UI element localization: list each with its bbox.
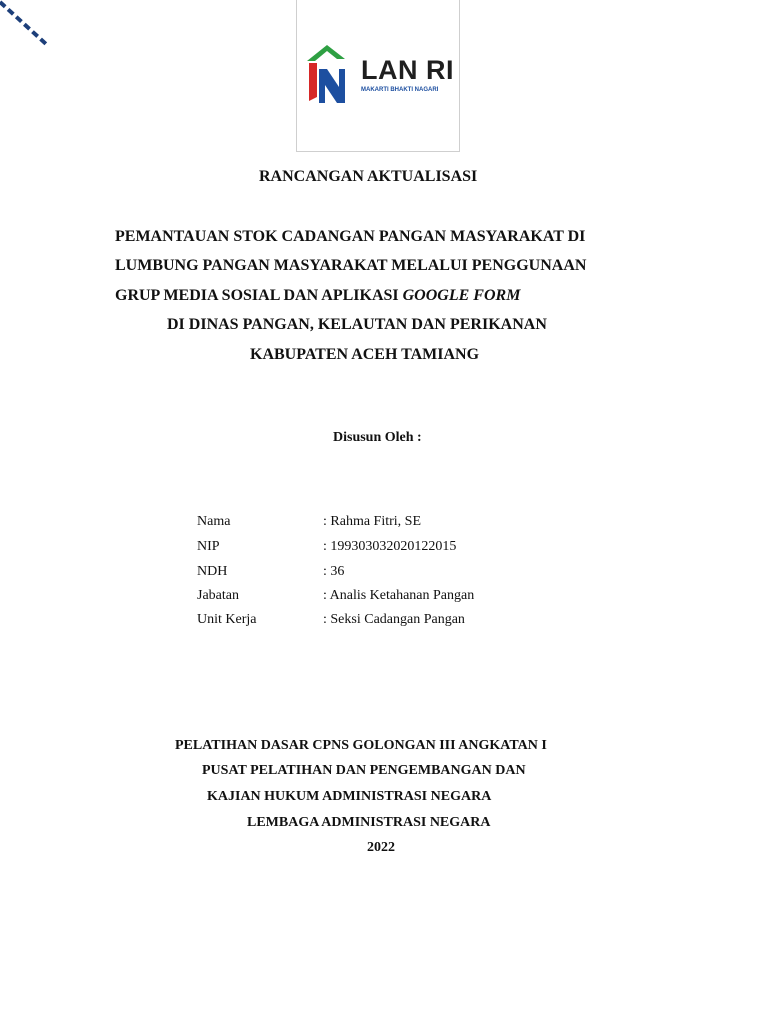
title-line-1: PEMANTAUAN STOK CADANGAN PANGAN MASYARAKAT DI: [115, 228, 586, 245]
authored-by-label: Disusun Oleh :: [333, 430, 422, 445]
corner-dash-mark: [0, 0, 60, 60]
document-heading: RANCANGAN AKTUALISASI: [259, 168, 478, 185]
info-label-nip: NIP: [197, 539, 220, 554]
title-line-5: KABUPATEN ACEH TAMIANG: [250, 346, 480, 363]
title-line-2: LUMBUNG PANGAN MASYARAKAT MELALUI PENGGUNAAN: [115, 257, 587, 274]
title-line-3: [115, 287, 520, 305]
lan-ri-logo-icon: [305, 43, 347, 105]
footer-line-4: LEMBAGA ADMINISTRASI NEGARA: [247, 815, 491, 830]
footer-line-2: PUSAT PELATIHAN DAN PENGEMBANGAN DAN: [202, 763, 526, 778]
info-value-jabatan: : Analis Ketahanan Pangan: [323, 588, 475, 603]
info-value-unit-kerja: : Seksi Cadangan Pangan: [323, 612, 465, 627]
info-value-ndh: : 36: [323, 564, 345, 579]
info-label-ndh: NDH: [197, 564, 228, 579]
title-italic-google-form: GOOGLE FORM: [402, 287, 521, 304]
title-line-4: DI DINAS PANGAN, KELAUTAN DAN PERIKANAN: [167, 316, 547, 333]
footer-line-1: PELATIHAN DASAR CPNS GOLONGAN III ANGKATAN I: [175, 738, 547, 753]
logo-name: LAN RI: [361, 55, 454, 85]
info-label-nama: Nama: [197, 514, 231, 529]
footer-line-year: 2022: [367, 840, 395, 855]
info-value-nip: : 199303032020122015: [323, 539, 457, 554]
info-value-nama: : Rahma Fitri, SE: [323, 514, 421, 529]
title-line-3-text: GRUP MEDIA SOSIAL DAN APLIKASI: [115, 287, 399, 304]
footer-line-3: KAJIAN HUKUM ADMINISTRASI NEGARA: [207, 789, 492, 804]
logo-box: [296, 0, 460, 152]
info-label-unit-kerja: Unit Kerja: [197, 612, 257, 627]
logo-tagline: MAKARTI BHAKTI NAGARI: [361, 87, 439, 93]
info-label-jabatan: Jabatan: [197, 588, 239, 603]
